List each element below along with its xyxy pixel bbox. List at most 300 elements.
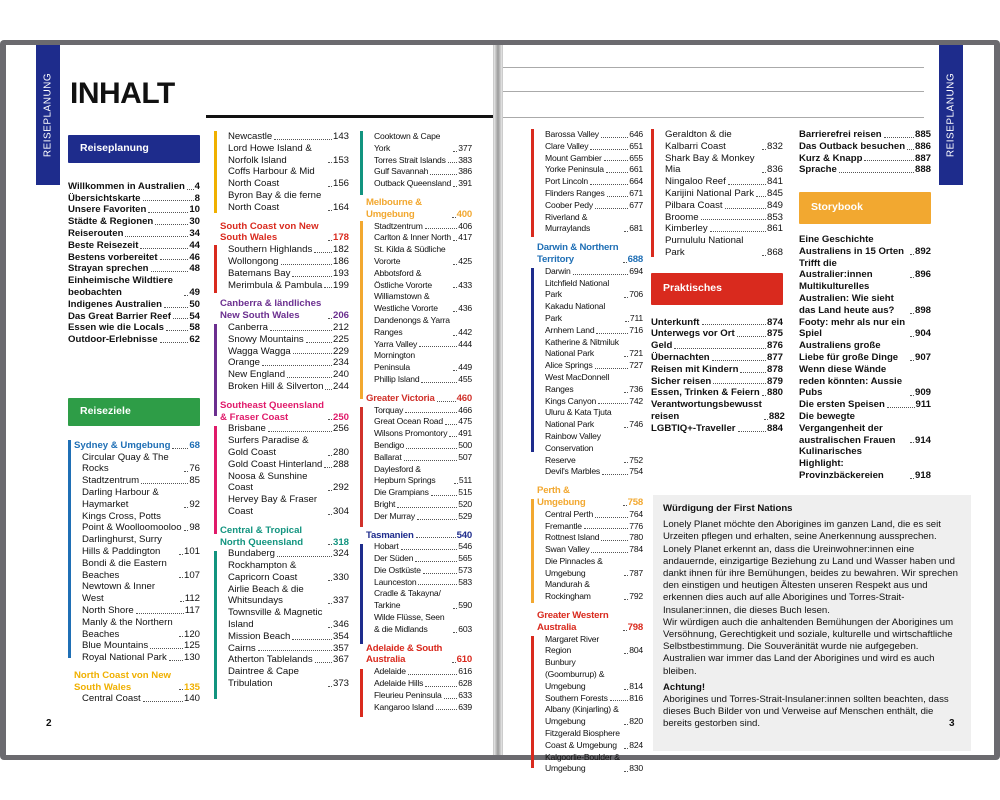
toc-entry[interactable] — [374, 487, 472, 499]
toc-entry[interactable] — [228, 471, 349, 495]
toc-entry[interactable] — [228, 143, 349, 167]
toc-entry[interactable] — [374, 553, 472, 565]
toc-entry[interactable] — [68, 334, 200, 346]
toc-entry[interactable] — [651, 340, 783, 352]
dot-leader — [762, 172, 766, 173]
toc-entry[interactable] — [82, 652, 200, 664]
entry-page-number: 583 — [458, 576, 472, 587]
toc-entry[interactable] — [545, 278, 643, 302]
toc-entry[interactable] — [545, 141, 643, 153]
toc-entry[interactable] — [228, 643, 349, 655]
toc-entry[interactable] — [651, 317, 783, 329]
reiseziele-heading[interactable]: Reiseziele — [68, 398, 200, 426]
toc-entry[interactable] — [651, 423, 783, 435]
section-heading-entry[interactable] — [366, 197, 472, 221]
toc-entry[interactable] — [665, 176, 783, 188]
rule-1 — [503, 67, 924, 68]
entry-page-number: 436 — [458, 303, 472, 314]
toc-entry[interactable] — [545, 466, 643, 478]
toc-entry[interactable] — [228, 369, 349, 381]
entry-title: Reisen mit Kindern — [651, 363, 739, 375]
toc-entry[interactable] — [545, 301, 643, 325]
left-page — [6, 45, 494, 755]
toc-entry[interactable] — [545, 325, 643, 337]
toc-entry[interactable] — [374, 702, 472, 714]
section-heading-entry[interactable] — [366, 643, 472, 667]
toc-entry[interactable] — [82, 475, 200, 487]
dot-leader — [143, 200, 194, 201]
dot-leader — [436, 709, 458, 710]
entry-title: Alice Springs — [545, 360, 593, 371]
toc-entry[interactable] — [545, 728, 643, 752]
toc-entry[interactable] — [68, 299, 200, 311]
toc-entry[interactable] — [228, 560, 349, 584]
toc-entry[interactable] — [68, 204, 200, 216]
toc-entry[interactable] — [82, 581, 200, 605]
entry-page-number: 590 — [458, 600, 472, 611]
section-heading-entry[interactable] — [74, 440, 200, 452]
toc-entry[interactable] — [374, 178, 472, 190]
toc-entry[interactable] — [799, 281, 931, 316]
toc-entry[interactable] — [665, 129, 783, 153]
dot-leader — [624, 724, 628, 725]
entry-page-number: 868 — [766, 246, 783, 258]
section-heading[interactable] — [74, 670, 200, 694]
section-heading-entry[interactable] — [220, 525, 349, 549]
entry-page-number: 50 — [189, 298, 200, 310]
dot-leader — [430, 174, 457, 175]
toc-entry[interactable] — [82, 511, 200, 535]
entry-page-number: 62 — [189, 334, 200, 346]
toc-entry[interactable] — [545, 634, 643, 658]
toc-entry[interactable] — [374, 577, 472, 589]
toc-entry[interactable] — [665, 223, 783, 235]
toc-entry[interactable] — [374, 416, 472, 428]
southcoast-section — [214, 221, 349, 292]
entry-title: Eine Geschichte Australiens in 15 Orten — [799, 233, 905, 257]
toc-entry[interactable] — [545, 579, 643, 603]
toc-entry[interactable] — [228, 435, 349, 459]
storybook-heading[interactable]: Storybook — [799, 192, 931, 224]
toc-entry[interactable] — [68, 216, 200, 228]
dot-leader — [416, 537, 456, 538]
toc-entry[interactable] — [799, 364, 931, 399]
entry-title: Pilbara Coast — [665, 199, 723, 211]
entry-title: Circular Quay & The Rocks — [82, 451, 169, 475]
toc-entry[interactable] — [545, 396, 643, 408]
toc-entry[interactable] — [545, 360, 643, 372]
dot-leader — [417, 519, 457, 520]
entry-page-number: 373 — [332, 678, 349, 690]
entry-page-number: 888 — [914, 164, 931, 176]
toc-entry[interactable] — [651, 328, 783, 340]
entry-page-number: 886 — [914, 140, 931, 152]
adelaide-cont — [531, 129, 643, 235]
dot-leader — [328, 686, 332, 687]
toc-entry[interactable] — [68, 263, 200, 275]
entry-title: Newtown & Inner West — [82, 581, 156, 605]
entry-page-number: 44 — [189, 239, 200, 251]
toc-entry[interactable] — [545, 704, 643, 728]
toc-entry[interactable] — [374, 612, 472, 636]
dot-leader — [624, 427, 628, 428]
toc-entry[interactable] — [82, 558, 200, 582]
toc-entry[interactable] — [374, 374, 472, 386]
toc-entry[interactable] — [651, 399, 783, 423]
praktisches-heading[interactable]: Praktisches — [651, 273, 783, 305]
entry-title: LGBTIQ+-Traveller — [651, 422, 736, 434]
dot-leader — [624, 575, 628, 576]
entry-title: Broome — [665, 211, 699, 223]
toc-entry[interactable] — [82, 605, 200, 617]
section-heading[interactable] — [366, 530, 472, 542]
toc-entry[interactable] — [374, 131, 472, 155]
toc-entry[interactable] — [228, 459, 349, 471]
entry-title: Karijini National Park — [665, 187, 755, 199]
toc-entry[interactable] — [82, 487, 200, 511]
entry-page-number: 880 — [766, 387, 783, 399]
toc-entry[interactable] — [799, 258, 931, 282]
wa-cont — [651, 129, 783, 259]
toc-entry[interactable] — [545, 521, 643, 533]
toc-entry[interactable] — [228, 268, 349, 280]
toc-entry[interactable] — [374, 244, 472, 268]
toc-entry[interactable] — [545, 212, 643, 236]
entry-title: Cooktown & Cape York — [374, 131, 441, 153]
section-heading[interactable] — [220, 298, 349, 322]
toc-entry[interactable] — [545, 693, 643, 705]
entry-page-number: 752 — [629, 454, 643, 465]
entry-page-number: 330 — [332, 571, 349, 583]
toc-entry[interactable] — [228, 607, 349, 631]
entry-title: Barossa Valley — [545, 129, 599, 139]
entry-page-number: 46 — [189, 251, 200, 263]
toc-entry[interactable] — [545, 153, 643, 165]
entry-title: Darwin & Northern Territory — [537, 242, 619, 265]
victoria-section — [360, 393, 472, 523]
toc-entry[interactable] — [799, 153, 931, 165]
toc-entry[interactable] — [799, 164, 931, 176]
entry-page-number: 688 — [627, 253, 643, 265]
entry-page-number: 466 — [458, 404, 472, 415]
entry-title: Clare Valley — [545, 140, 589, 151]
toc-entry[interactable] — [545, 129, 643, 141]
section-heading[interactable] — [74, 440, 200, 452]
toc-entry[interactable] — [799, 129, 931, 141]
toc-entry[interactable] — [799, 446, 931, 481]
toc-entry[interactable] — [374, 690, 472, 702]
section-heading-entry[interactable] — [537, 242, 643, 266]
dot-leader — [624, 689, 628, 690]
toc-entry[interactable] — [545, 407, 643, 431]
toc-entry[interactable] — [228, 548, 349, 560]
entry-title: Wilsons Promontory — [374, 428, 448, 439]
toc-entry[interactable] — [228, 631, 349, 643]
dot-leader — [448, 162, 458, 163]
section-heading[interactable] — [220, 400, 349, 424]
dot-leader — [738, 431, 766, 432]
entry-page-number: 845 — [766, 187, 783, 199]
toc-entry[interactable] — [374, 166, 472, 178]
entry-page-number: 884 — [766, 422, 783, 434]
dot-leader — [602, 474, 628, 475]
toc-entry[interactable] — [799, 399, 931, 411]
toc-entry[interactable] — [665, 153, 783, 177]
toc-entry[interactable] — [799, 141, 931, 153]
entry-page-number: 324 — [332, 548, 349, 560]
entry-page-number: 565 — [458, 553, 472, 564]
entry-page-number: 212 — [332, 321, 349, 333]
toc-entry[interactable] — [228, 322, 349, 334]
toc-entry[interactable] — [228, 423, 349, 435]
toc-entry[interactable] — [545, 176, 643, 188]
entry-title: Kimberley — [665, 223, 708, 235]
entry-page-number: 841 — [766, 176, 783, 188]
toc-entry[interactable] — [799, 317, 931, 341]
entry-page-number: 433 — [458, 279, 472, 290]
entry-page-number: 280 — [332, 446, 349, 458]
section-heading-entry[interactable] — [366, 393, 472, 405]
toc-entry[interactable] — [68, 252, 200, 264]
toc-entry[interactable] — [68, 240, 200, 252]
section-heading-entry[interactable] — [220, 221, 349, 245]
section-heading[interactable] — [366, 643, 472, 667]
section-heading[interactable] — [220, 221, 349, 245]
toc-entry[interactable] — [374, 232, 472, 244]
entry-page-number: 406 — [458, 220, 472, 231]
toc-entry[interactable] — [228, 244, 349, 256]
dot-leader — [328, 186, 332, 187]
entry-page-number: 878 — [766, 363, 783, 375]
toc-entry[interactable] — [82, 617, 200, 641]
dot-leader — [884, 137, 914, 138]
entry-title: Flinders Ranges — [545, 187, 605, 198]
entry-page-number: 164 — [332, 201, 349, 213]
entry-title: Phillip Island — [374, 373, 420, 384]
entry-title: Margaret River Region — [545, 633, 600, 656]
toc-entry[interactable] — [374, 666, 472, 678]
toc-entry[interactable] — [799, 411, 931, 446]
toc-entry[interactable] — [374, 221, 472, 233]
toc-entry[interactable] — [68, 322, 200, 334]
toc-entry[interactable] — [665, 235, 783, 259]
toc-entry[interactable] — [374, 315, 472, 339]
dot-leader — [624, 297, 628, 298]
toc-entry[interactable] — [374, 511, 472, 523]
section-heading[interactable] — [537, 485, 643, 509]
toc-entry[interactable] — [545, 200, 643, 212]
entry-page-number: 787 — [629, 567, 643, 578]
toc-entry[interactable] — [651, 364, 783, 376]
toc-entry[interactable] — [799, 340, 931, 364]
dot-leader — [328, 580, 332, 581]
dot-leader — [762, 255, 766, 256]
side-tab-right — [939, 45, 963, 185]
toc-entry[interactable] — [374, 588, 472, 612]
entry-page-number: 234 — [332, 357, 349, 369]
toc-entry[interactable] — [68, 275, 200, 299]
entry-title: Bestens vorbereitet — [68, 251, 158, 263]
toc-entry[interactable] — [545, 752, 643, 776]
entry-title: Kings Cross, Potts Point & Woolloomooloo — [82, 510, 182, 534]
dot-leader — [625, 321, 629, 322]
entry-page-number: 804 — [629, 645, 643, 656]
dot-leader — [166, 330, 188, 331]
toc-entry[interactable] — [228, 334, 349, 346]
entry-page-number: 383 — [458, 154, 472, 165]
entry-page-number: 120 — [183, 628, 200, 640]
toc-entry[interactable] — [228, 190, 349, 214]
entry-title: Southern Highlands — [228, 244, 313, 256]
section-heading-entry[interactable] — [220, 298, 349, 322]
toc-entry[interactable] — [545, 188, 643, 200]
toc-entry[interactable] — [799, 234, 931, 258]
toc-entry[interactable] — [228, 494, 349, 518]
toc-entry[interactable] — [545, 164, 643, 176]
toc-entry[interactable] — [374, 350, 472, 374]
toc-entry[interactable] — [82, 640, 200, 652]
toc-entry[interactable] — [68, 181, 200, 193]
reiseplanung-heading[interactable]: Reiseplanung — [68, 135, 200, 163]
section-heading[interactable] — [537, 242, 643, 266]
section-heading[interactable] — [220, 525, 349, 549]
toc-entry[interactable] — [665, 212, 783, 224]
toc-entry[interactable] — [651, 387, 783, 399]
toc-entry[interactable] — [374, 464, 472, 488]
entry-title: Gold Coast Hinterland — [228, 458, 323, 470]
toc-entry[interactable] — [374, 428, 472, 440]
entry-title: Wenn diese Wände reden könnten: Aussie Pubs — [799, 363, 903, 399]
toc-entry[interactable] — [651, 376, 783, 388]
section-heading[interactable] — [366, 393, 472, 405]
entry-page-number: 288 — [332, 458, 349, 470]
toc-entry[interactable] — [665, 200, 783, 212]
toc-entry[interactable] — [545, 509, 643, 521]
dot-leader — [910, 360, 914, 361]
toc-entry[interactable] — [68, 228, 200, 240]
toc-entry[interactable] — [228, 666, 349, 690]
toc-entry[interactable] — [374, 565, 472, 577]
dot-leader — [624, 748, 628, 749]
toc-entry[interactable] — [374, 452, 472, 464]
entry-title: Die Ostküste — [374, 564, 421, 575]
toc-entry[interactable] — [228, 584, 349, 608]
toc-column-5 — [651, 129, 783, 435]
toc-entry[interactable] — [228, 654, 349, 666]
toc-entry[interactable] — [545, 266, 643, 278]
toc-entry[interactable] — [228, 346, 349, 358]
toc-entry[interactable] — [374, 405, 472, 417]
entry-title: Fleurieu Peninsula — [374, 689, 442, 700]
toc-entry[interactable] — [545, 657, 643, 692]
dot-leader — [910, 478, 914, 479]
entry-title: Verantwortungsbewusst reisen — [651, 399, 762, 422]
toc-entry[interactable] — [374, 291, 472, 315]
entry-page-number: 830 — [629, 763, 643, 774]
toc-entry[interactable] — [545, 337, 643, 361]
toc-entry[interactable] — [228, 381, 349, 393]
cnqld-cont — [360, 131, 472, 190]
entry-title: Newcastle — [228, 131, 273, 142]
entry-title: West MacDonnell Ranges — [545, 371, 610, 394]
entry-page-number: 511 — [458, 475, 472, 486]
toc-entry[interactable] — [82, 693, 200, 705]
toc-entry[interactable] — [374, 268, 472, 292]
toc-entry[interactable] — [228, 131, 349, 143]
toc-entry[interactable] — [374, 155, 472, 167]
entry-page-number: 58 — [189, 322, 200, 334]
dot-leader — [292, 276, 332, 277]
toc-entry[interactable] — [374, 440, 472, 452]
toc-entry[interactable] — [545, 431, 643, 466]
toc-entry[interactable] — [651, 352, 783, 364]
toc-entry[interactable] — [82, 452, 200, 476]
entry-page-number: 186 — [332, 255, 349, 267]
entry-page-number: 460 — [456, 392, 472, 404]
perth-section — [531, 485, 643, 603]
side-tab-label: REISEPLANUNG — [945, 72, 957, 158]
toc-entry[interactable] — [665, 188, 783, 200]
section-heading[interactable] — [366, 197, 472, 221]
tasmania-section — [360, 530, 472, 636]
dot-leader — [179, 689, 183, 690]
toc-entry[interactable] — [228, 357, 349, 369]
title-rule — [206, 115, 493, 118]
section-heading-entry[interactable] — [537, 610, 643, 634]
dot-leader — [910, 277, 914, 278]
dot-leader — [164, 307, 188, 308]
toc-entry[interactable] — [228, 166, 349, 190]
entry-page-number: 646 — [629, 129, 643, 139]
toc-entry[interactable] — [545, 372, 643, 396]
dot-leader — [624, 356, 628, 357]
dot-leader — [737, 336, 766, 337]
toc-entry[interactable] — [374, 339, 472, 351]
entry-title: Das Great Barrier Reef — [68, 310, 171, 322]
dot-leader — [184, 507, 188, 508]
entry-title: Adelaide Hills — [374, 678, 424, 689]
section-heading-entry[interactable] — [74, 670, 200, 694]
entry-page-number: 798 — [627, 621, 643, 633]
dot-leader — [184, 530, 188, 531]
toc-entry[interactable] — [228, 280, 349, 292]
toc-entry[interactable] — [545, 544, 643, 556]
toc-entry[interactable] — [68, 311, 200, 323]
toc-entry[interactable] — [545, 532, 643, 544]
toc-entry[interactable] — [228, 256, 349, 268]
section-heading[interactable] — [537, 610, 643, 634]
entry-page-number: 250 — [332, 411, 349, 423]
toc-entry[interactable] — [374, 678, 472, 690]
section-heading-entry[interactable] — [220, 400, 349, 424]
toc-entry[interactable] — [82, 534, 200, 558]
entry-title: Albany (Kinjarling) & Umgebung — [545, 704, 619, 727]
section-heading-entry[interactable] — [366, 530, 472, 542]
dot-leader — [624, 771, 628, 772]
toc-entry[interactable] — [374, 499, 472, 511]
section-heading-entry[interactable] — [537, 485, 643, 509]
toc-entry[interactable] — [374, 541, 472, 553]
entry-page-number: 68 — [189, 439, 200, 451]
dot-leader — [328, 490, 332, 491]
toc-column-2 — [214, 131, 349, 690]
entry-title: Kulinarisches Highlight: Provinzbäckereien — [799, 446, 884, 481]
entry-title: Sydney & Umgebung — [74, 439, 171, 451]
entry-title: Übersichtskarte — [68, 192, 141, 204]
dot-leader — [423, 573, 457, 574]
toc-entry[interactable] — [68, 193, 200, 205]
toc-entry[interactable] — [545, 556, 643, 580]
